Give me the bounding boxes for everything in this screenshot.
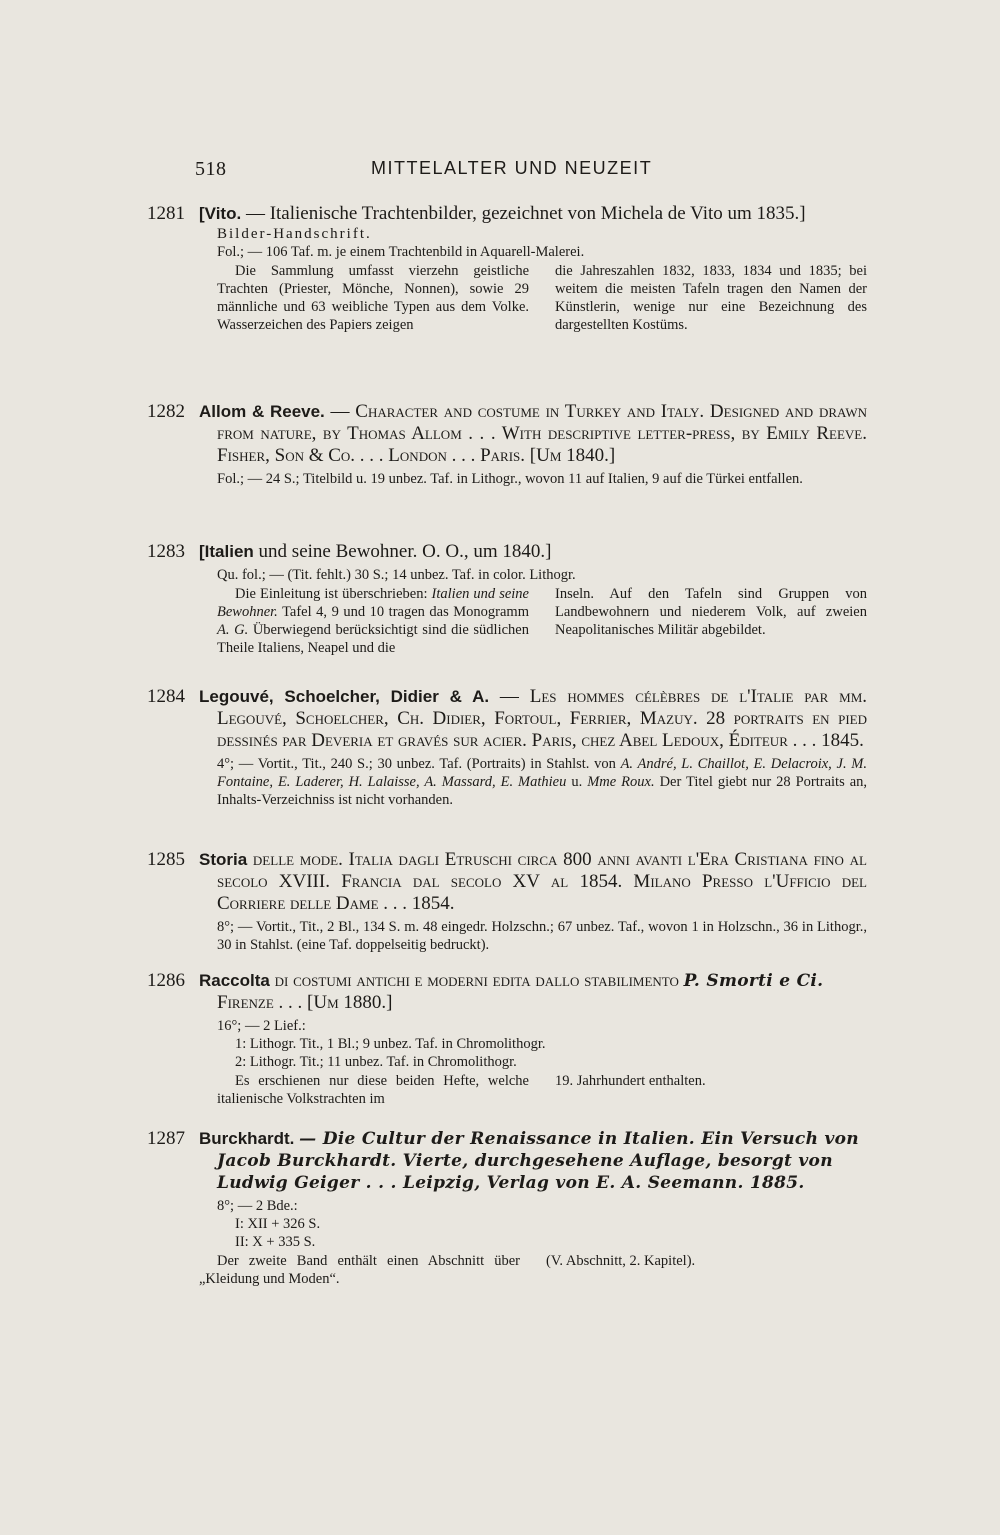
catalog-entry-1287 — [147, 1128, 867, 1288]
entry-title — [199, 541, 867, 563]
note-right: die Jahreszahlen 1832, 1833, 1834 und 1835; bei weitem die meisten Tafeln tragen den Namen der Künstlerin, wenige nur eine Bezeichnung des dargestellten Kostüms. — [555, 263, 867, 333]
catalog-entry-1282 — [147, 401, 867, 488]
entry-part: II: X + 335 S. — [235, 1234, 316, 1250]
entry-note — [199, 1252, 867, 1288]
entry-format: Fol.; — 106 Taf. m. je einem Trachtenbild in Aquarell-Malerei. — [217, 244, 585, 260]
entry-part: 2: Lithogr. Tit.; 11 unbez. Taf. in Chromolithogr. — [235, 1054, 517, 1070]
entry-format: 8°; — Vortit., Tit., 2 Bl., 134 S. m. 48 eingedr. Holzschn.; 67 unbez. Taf., wovon 1 in Holzschn., 36 in Lithogr., 30 in Stahlst. (eine Taf. doppelseitig bedruckt). — [217, 919, 867, 953]
entry-note — [199, 585, 867, 657]
entry-format: 16°; — 2 Lief.: — [217, 1018, 306, 1034]
entry-note — [199, 1072, 867, 1108]
catalog-entry-1284 — [147, 686, 867, 809]
catalog-entry-1283 — [147, 541, 867, 657]
running-title: MITTELALTER UND NEUZEIT — [371, 158, 653, 178]
entry-heading: [Vito. — [199, 204, 242, 223]
entry-title — [199, 686, 867, 752]
note-left: Der zweite Band enthält einen Abschnitt über „Kleidung und Moden“. — [199, 1253, 520, 1287]
entry-number: 1285 — [147, 849, 185, 870]
entry-number: 1281 — [147, 203, 185, 224]
catalog-entry-1285 — [147, 849, 867, 954]
entry-part: 1: Lithogr. Tit., 1 Bl.; 9 unbez. Taf. in Chromolithogr. — [235, 1036, 546, 1052]
entry-title — [199, 203, 867, 225]
entry-format: 8°; — 2 Bde.: — [217, 1198, 298, 1214]
note-right: Inseln. Auf den Tafeln sind Gruppen von Landbewohnern und niederem Volk, auf zweien Neapolitanisches Militär abgebildet. — [555, 586, 867, 638]
note-left: Die Sammlung umfasst vierzehn geistliche Trachten (Priester, Mönche, Nonnen), sowie 29 männliche und 63 weibliche Typen aus dem Volke. Wasserzeichen des Papiers zeigen — [217, 263, 529, 333]
entry-number: 1284 — [147, 686, 185, 707]
entry-type: Bilder-Handschrift. — [217, 226, 372, 242]
entry-title — [199, 849, 867, 915]
entry-note — [199, 262, 867, 334]
page-number: 518 — [195, 158, 227, 180]
entry-title-text: und seine Bewohner. O. O., um 1840.] — [258, 541, 552, 562]
entry-heading: Raccolta — [199, 971, 270, 990]
entry-title-text: — Die Cultur der Renaissance in Italien. Ein Versuch von Jacob Burckhardt. Vierte, durchgesehene Auflage, besorgt von Ludwig Geiger . . . Leipzig, Verlag von E. A. Seemann. 1885. — [217, 1129, 859, 1193]
catalog-entry-1281 — [147, 203, 867, 334]
entry-number: 1287 — [147, 1128, 185, 1149]
running-head — [195, 158, 885, 188]
entry-title-text: delle mode. Italia dagli Etruschi circa 800 anni avanti l'Era Cristiana fino al secolo XVIII. Francia dal secolo XV al 1854. Milano Presso l'Ufficio del Corriere delle Dame . . . 1854. — [217, 849, 867, 914]
entry-heading: Burckhardt. — [199, 1129, 295, 1148]
entry-format: 4°; — Vortit., Tit., 240 S.; 30 unbez. Taf. (Portraits) in Stahlst. von A. André, L. Chaillot, E. Delacroix, J. M. Fontaine, E. Laderer, H. Lalaisse, A. Massard, E. Mathieu u. Mme Roux. Der Titel giebt nur 28 Portraits an, Inhalts-Verzeichniss ist nicht vorhanden. — [217, 756, 868, 808]
entry-title — [199, 401, 867, 467]
entry-format: Qu. fol.; — (Tit. fehlt.) 30 S.; 14 unbez. Taf. in color. Lithogr. — [217, 567, 576, 583]
entry-number: 1286 — [147, 970, 185, 991]
entry-part: I: XII + 326 S. — [235, 1216, 321, 1232]
note-right: (V. Abschnitt, 2. Kapitel). — [546, 1253, 696, 1269]
entry-title-text: — Italienische Trachtenbilder, gezeichnet von Michela de Vito um 1835.] — [245, 203, 806, 224]
entry-format: Fol.; — 24 S.; Titelbild u. 19 unbez. Taf. in Lithogr., wovon 11 auf Italien, 9 auf die Türkei entfallen. — [217, 471, 803, 487]
entry-heading: [Italien — [199, 542, 254, 561]
entry-number: 1283 — [147, 541, 185, 562]
entry-heading: Legouvé, Schoelcher, Didier & A. — [199, 687, 490, 706]
entry-title: Raccolta di costumi antichi e moderni edita dallo stabilimento P. Smorti e Ci. Firenze . . . [Um 1880.] — [199, 970, 824, 1013]
note-left: Es erschienen nur diese beiden Hefte, welche italienische Volkstrachten im — [217, 1073, 529, 1107]
entry-number: 1282 — [147, 401, 185, 422]
entry-title-text: — Character and costume in Turkey and Italy. Designed and drawn from nature, by Thomas Allom . . . With descriptive letter-press, by Emily Reeve. Fisher, Son & Co. . . . London . . . Paris. [Um 1840.] — [217, 401, 868, 466]
entry-heading: Storia — [199, 850, 248, 869]
note-left: Die Einleitung ist überschrieben: Italien und seine Bewohner. Tafel 4, 9 und 10 tragen das Monogramm A. G. Überwiegend berücksichtigt sind die südlichen Theile Italiens, Neapel und die — [217, 586, 529, 656]
entry-title — [199, 1128, 867, 1194]
entry-title-text: — Les hommes célèbres de l'Italie par mm. Legouvé, Schoelcher, Ch. Didier, Fortoul, Ferrier, Mazuy. 28 portraits en pied dessinés par Deveria et gravés sur acier. Paris, chez Abel Ledoux, Éditeur . . . 1845. — [217, 686, 867, 751]
catalog-entry-1286 — [147, 970, 867, 1108]
note-right: 19. Jahrhundert enthalten. — [555, 1073, 706, 1089]
entry-heading: Allom & Reeve. — [199, 402, 325, 421]
